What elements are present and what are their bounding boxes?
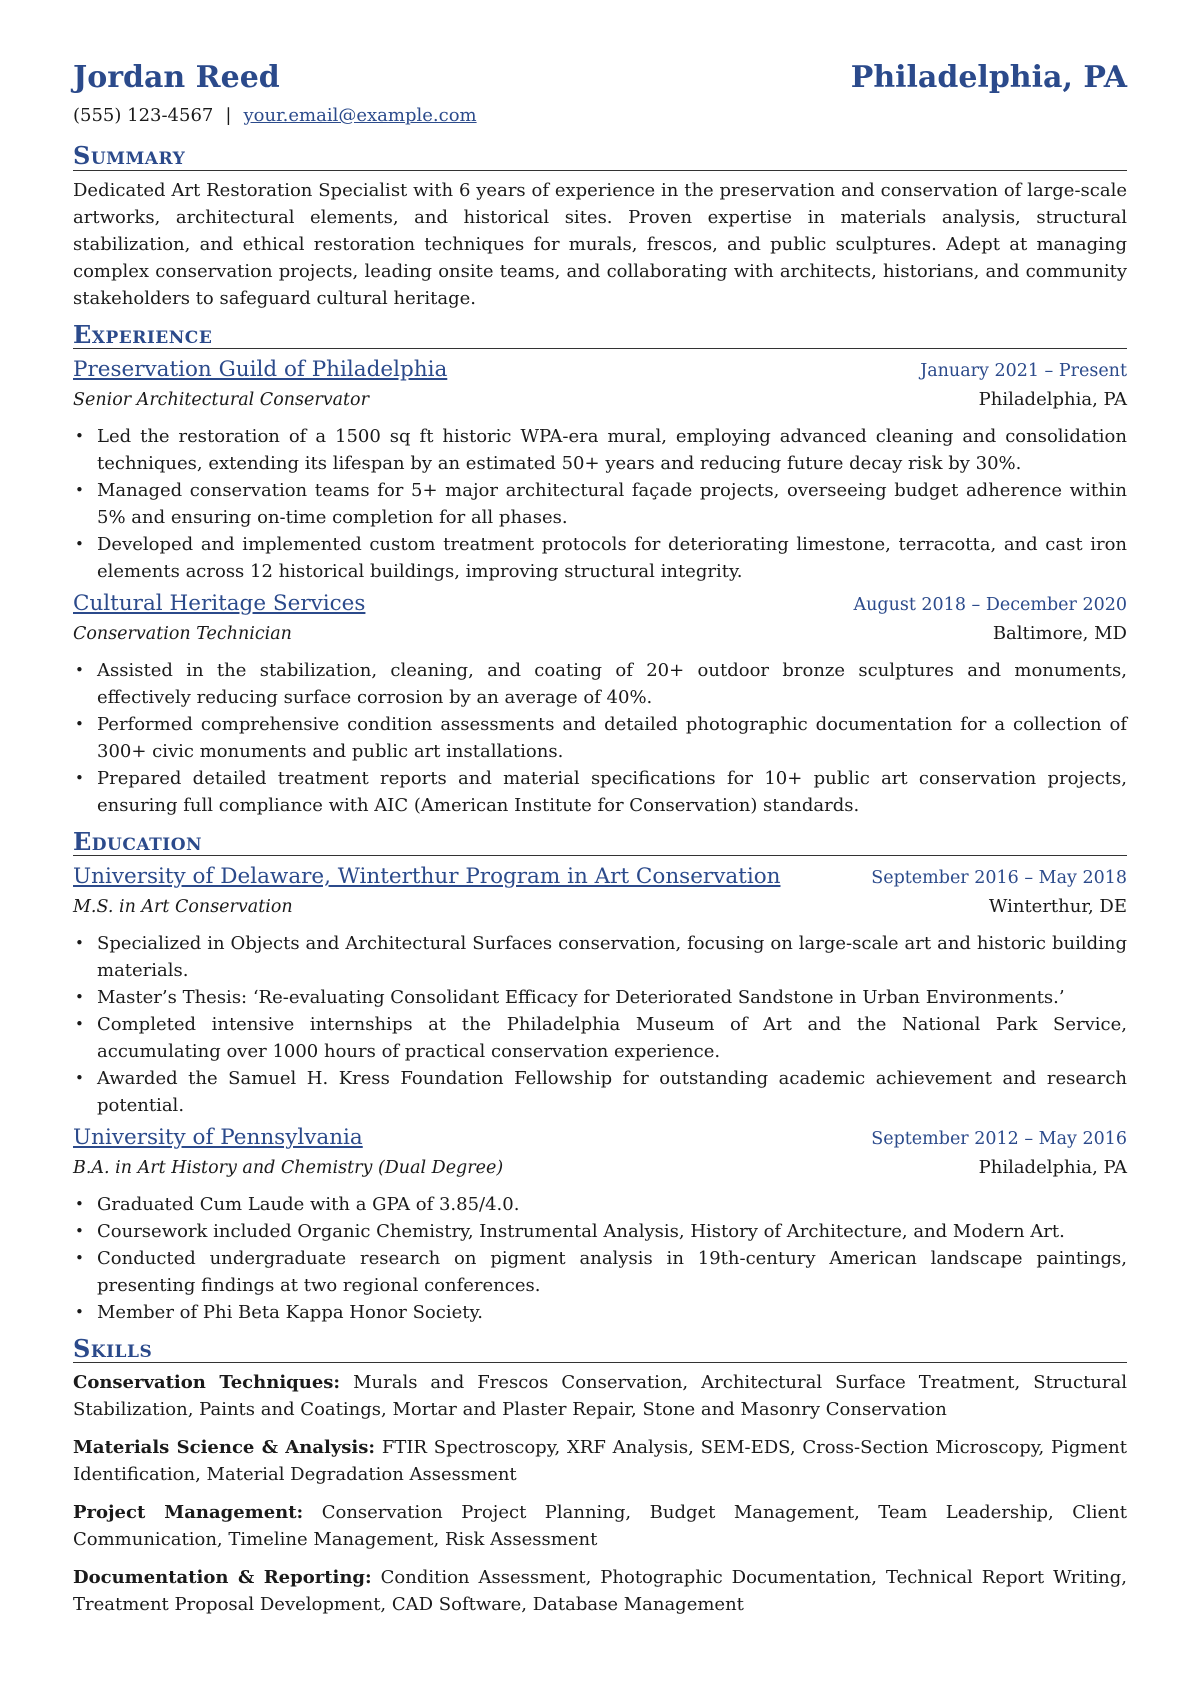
skill-group — [73, 1434, 1127, 1488]
summary-heading: Summary — [73, 143, 1127, 170]
bullet-list — [73, 657, 1127, 819]
bullet-item: • Developed and implemented custom treatment protocols for deteriorating limestone, terracotta, and cast iron elements across 12 historical buildings, improving structural integrity. — [97, 531, 1127, 585]
skill-category: Documentation & Reporting: — [73, 1567, 372, 1589]
bullet-item: • Awarded the Samuel H. Kress Foundation Fellowship for outstanding academic achievement and research potential. — [97, 1065, 1127, 1119]
degree: B.A. in Art History and Chemistry (Dual Degree) — [73, 1157, 504, 1178]
job-title: Conservation Technician — [73, 623, 292, 644]
summary-section — [73, 143, 1127, 311]
skill-list: Condition Assessment, Photographic Documentation, Technical Report Writing, Treatment Proposal Development, CAD Software, Database Management — [73, 1567, 1127, 1616]
experience-section — [73, 319, 1127, 819]
bullet-list — [73, 930, 1127, 1119]
contact-line — [73, 104, 1127, 127]
employer-name[interactable]: Cultural Heritage Services — [73, 590, 366, 616]
skill-group — [73, 1499, 1127, 1553]
skill-category: Project Management: — [73, 1502, 304, 1524]
education-entry — [73, 862, 1127, 1119]
employment-dates: January 2021 – Present — [920, 360, 1127, 381]
candidate-name: Jordan Reed — [73, 60, 280, 95]
study-dates: September 2016 – May 2018 — [871, 867, 1127, 888]
skill-category: Conservation Techniques: — [73, 1372, 341, 1394]
skill-list: FTIR Spectroscopy, XRF Analysis, SEM-EDS, Cross-Section Microscopy, Pigment Identification, Material Degradation Assessment — [73, 1437, 1127, 1486]
degree: M.S. in Art Conservation — [73, 896, 293, 917]
bullet-list — [73, 423, 1127, 585]
school-location: Philadelphia, PA — [978, 1156, 1127, 1178]
education-heading: Education — [73, 829, 1127, 856]
bullet-item: • Coursework included Organic Chemistry, Instrumental Analysis, History of Architecture, and Modern Art. — [97, 1218, 1127, 1245]
bullet-item: • Specialized in Objects and Architectural Surfaces conservation, focusing on large-scale art and historic building materials. — [97, 930, 1127, 984]
job-location: Philadelphia, PA — [978, 388, 1127, 410]
employment-dates: August 2018 – December 2020 — [853, 594, 1127, 615]
experience-entry — [73, 589, 1127, 819]
experience-entry — [73, 355, 1127, 585]
bullet-item: • Master’s Thesis: ‘Re-evaluating Consolidant Efficacy for Deteriorated Sandstone in Urban Environments.’ — [97, 984, 1127, 1011]
skills-heading: Skills — [73, 1336, 1127, 1363]
education-entry — [73, 1123, 1127, 1326]
job-title: Senior Architectural Conservator — [73, 389, 369, 410]
skill-group — [73, 1369, 1127, 1423]
resume-page — [73, 60, 1127, 1629]
skill-category: Materials Science & Analysis: — [73, 1437, 376, 1459]
bullet-item: • Prepared detailed treatment reports and material specifications for 10+ public art conservation projects, ensuring full compliance with AIC (American Institute for Conservation) standards. — [97, 765, 1127, 819]
job-location: Baltimore, MD — [992, 622, 1127, 644]
school-name[interactable]: University of Pennsylvania — [73, 1124, 363, 1150]
candidate-location: Philadelphia, PA — [850, 60, 1127, 95]
bullet-item: • Assisted in the stabilization, cleaning, and coating of 20+ outdoor bronze sculptures and monuments, effectively reducing surface corrosion by an average of 40%. — [97, 657, 1127, 711]
bullet-list — [73, 1191, 1127, 1326]
contact-separator: | — [225, 105, 232, 126]
school-name[interactable]: University of Delaware, Winterthur Program in Art Conservation — [73, 863, 781, 889]
email-link[interactable]: your.email@example.com — [243, 105, 477, 126]
employer-name[interactable]: Preservation Guild of Philadelphia — [73, 356, 448, 382]
bullet-item: • Graduated Cum Laude with a GPA of 3.85/4.0. — [97, 1191, 1127, 1218]
skill-group — [73, 1564, 1127, 1618]
phone-number: (555) 123-4567 — [73, 105, 214, 126]
bullet-item: • Completed intensive internships at the Philadelphia Museum of Art and the National Park Service, accumulating over 1000 hours of practical conservation experience. — [97, 1011, 1127, 1065]
education-section — [73, 826, 1127, 1326]
school-location: Winterthur, DE — [988, 895, 1127, 917]
header — [73, 60, 1127, 96]
skill-list: Murals and Frescos Conservation, Architectural Surface Treatment, Structural Stabilization, Paints and Coatings, Mortar and Plaster Repair, Stone and Masonry Conservation — [73, 1372, 1127, 1421]
skill-list: Conservation Project Planning, Budget Management, Team Leadership, Client Communication, Timeline Management, Risk Assessment — [73, 1502, 1127, 1551]
bullet-item: • Led the restoration of a 1500 sq ft historic WPA-era mural, employing advanced cleaning and consolidation techniques, extending its lifespan by an estimated 50+ years and reducing future decay risk by 30%. — [97, 423, 1127, 477]
experience-heading: Experience — [73, 322, 1127, 349]
study-dates: September 2012 – May 2016 — [871, 1128, 1127, 1149]
summary-text: Dedicated Art Restoration Specialist with 6 years of experience in the preservation and conservation of large-scale artworks, architectural elements, and historical sites. Proven expertise in materials analysis, structural stabilization, and ethical restoration techniques for murals, frescos, and public sculptures. Adept at managing complex conservation projects, leading onsite teams, and collaborating with architects, historians, and community stakeholders to safeguard cultural heritage. — [73, 179, 1127, 309]
bullet-item: • Member of Phi Beta Kappa Honor Society. — [97, 1299, 1127, 1326]
skills-section — [73, 1333, 1127, 1618]
bullet-item: • Performed comprehensive condition assessments and detailed photographic documentation for a collection of 300+ civic monuments and public art installations. — [97, 711, 1127, 765]
bullet-item: • Conducted undergraduate research on pigment analysis in 19th-century American landscape paintings, presenting findings at two regional conferences. — [97, 1245, 1127, 1299]
bullet-item: • Managed conservation teams for 5+ major architectural façade projects, overseeing budget adherence within 5% and ensuring on-time completion for all phases. — [97, 477, 1127, 531]
